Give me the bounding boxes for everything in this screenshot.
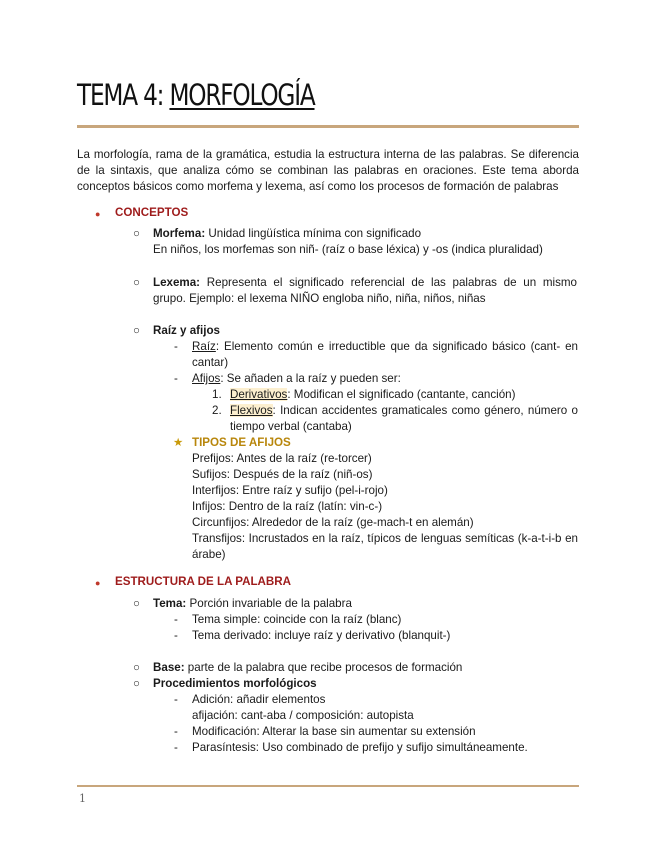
bullet-dot: ●: [95, 209, 101, 219]
bullet-dash: -: [174, 340, 178, 353]
procedimiento-item: Adición: añadir elementos: [192, 693, 326, 706]
page-title: [77, 78, 315, 112]
flexivos-term: Flexivos: [230, 404, 273, 417]
base-line: [153, 660, 462, 676]
procedimientos-term: Procedimientos morfológicos: [153, 677, 317, 690]
section-heading-conceptos: CONCEPTOS: [115, 206, 189, 219]
procedimiento-item: Modificación: Alterar la base sin aumentar su extensión: [192, 725, 476, 738]
tipo-item: Circunfijos: Alrededor de la raíz (ge-mach-t en alemán): [192, 516, 474, 529]
bullet-circle: ○: [133, 276, 141, 289]
title-main: MORFOLOGÍA: [169, 78, 315, 112]
derivativos-term: Derivativos: [230, 388, 288, 401]
bullet-dash: -: [174, 741, 178, 754]
morfema-def: Unidad lingüística mínima con significado: [205, 227, 422, 240]
bullet-circle: ○: [133, 597, 141, 610]
afijos-def: : Se añaden a la raíz y pueden ser:: [220, 372, 401, 385]
bullet-dash: -: [174, 693, 178, 706]
tipo-item: Infijos: Dentro de la raíz (latín: vin-c-): [192, 500, 383, 513]
tipo-item: Sufijos: Después de la raíz (niñ-os): [192, 468, 373, 481]
raiz-line: [192, 339, 578, 371]
raiz-term: Raíz: [192, 340, 216, 353]
derivativos-line: [230, 387, 515, 403]
procedimiento-item: Parasíntesis: Uso combinado de prefijo y sufijo simultáneamente.: [192, 741, 528, 754]
bullet-dash: -: [174, 725, 178, 738]
afijos-term: Afijos: [192, 372, 221, 385]
star-icon: ★: [173, 436, 184, 449]
afijos-line: [192, 371, 401, 387]
lexema-def: Representa el significado referencial de las palabras de un mismo grupo. Ejemplo: el lexema NIÑO engloba niño, niña, niños, niñas: [153, 276, 577, 305]
lexema-line: [153, 275, 577, 307]
derivativos-def: : Modifican el significado (cantante, canción): [287, 388, 516, 401]
base-term: Base:: [153, 661, 185, 674]
tema-derivado: Tema derivado: incluye raíz y derivativo (blanquit-): [192, 629, 451, 642]
morfema-term: Morfema:: [153, 227, 206, 240]
bullet-dash: -: [174, 613, 178, 626]
lexema-term: Lexema:: [153, 276, 201, 289]
raiz-afijos-term: Raíz y afijos: [153, 324, 221, 337]
tipo-item: Prefijos: Antes de la raíz (re-torcer): [192, 452, 372, 465]
base-def: parte de la palabra que recibe procesos de formación: [184, 661, 463, 674]
tema-term: Tema:: [153, 597, 187, 610]
title-prefix: TEMA 4:: [77, 78, 170, 112]
bullet-circle: ○: [133, 324, 141, 337]
flexivos-def: : Indican accidentes gramaticales como género, número o tiempo verbal (cantaba): [230, 404, 578, 433]
list-number: 2.: [212, 404, 222, 417]
bullet-circle: ○: [133, 661, 141, 674]
tema-simple: Tema simple: coincide con la raíz (blanc): [192, 613, 402, 626]
procedimiento-item: afijación: cant-aba / composición: autopista: [192, 709, 414, 722]
morfema-line: [153, 226, 421, 242]
tipo-item: Interfijos: Entre raíz y sufijo (pel-i-rojo): [192, 484, 388, 497]
bullet-dash: -: [174, 372, 178, 385]
intro-paragraph: La morfología, rama de la gramática, estudia la estructura interna de las palabras. Se diferencia de la sintaxis, que analiza cómo se combinan las palabras en oraciones. Este tema aborda conceptos básicos como morfema y lexema, así como los procesos de formación de palabras: [77, 148, 579, 193]
bullet-dash: -: [174, 629, 178, 642]
tema-def: Porción invariable de la palabra: [186, 597, 352, 610]
footer-rule: [77, 785, 579, 787]
tipos-heading: TIPOS DE AFIJOS: [192, 436, 291, 449]
tema-line: [153, 596, 352, 612]
title-rule: [77, 125, 579, 128]
raiz-def: : Elemento común e irreductible que da significado básico (cant- en cantar): [192, 340, 578, 369]
page-number: 1: [79, 792, 86, 805]
tipo-item: Transfijos: Incrustados en la raíz, típicos de lenguas semíticas (k-a-t-i-b en árabe): [192, 532, 578, 561]
flexivos-line: [230, 403, 578, 435]
bullet-circle: ○: [133, 677, 141, 690]
bullet-circle: ○: [133, 227, 141, 240]
morfema-example: En niños, los morfemas son niñ- (raíz o base léxica) y -os (indica pluralidad): [153, 243, 543, 256]
list-number: 1.: [212, 388, 222, 401]
section-heading-estructura: ESTRUCTURA DE LA PALABRA: [115, 575, 292, 588]
bullet-dot: ●: [95, 578, 101, 588]
